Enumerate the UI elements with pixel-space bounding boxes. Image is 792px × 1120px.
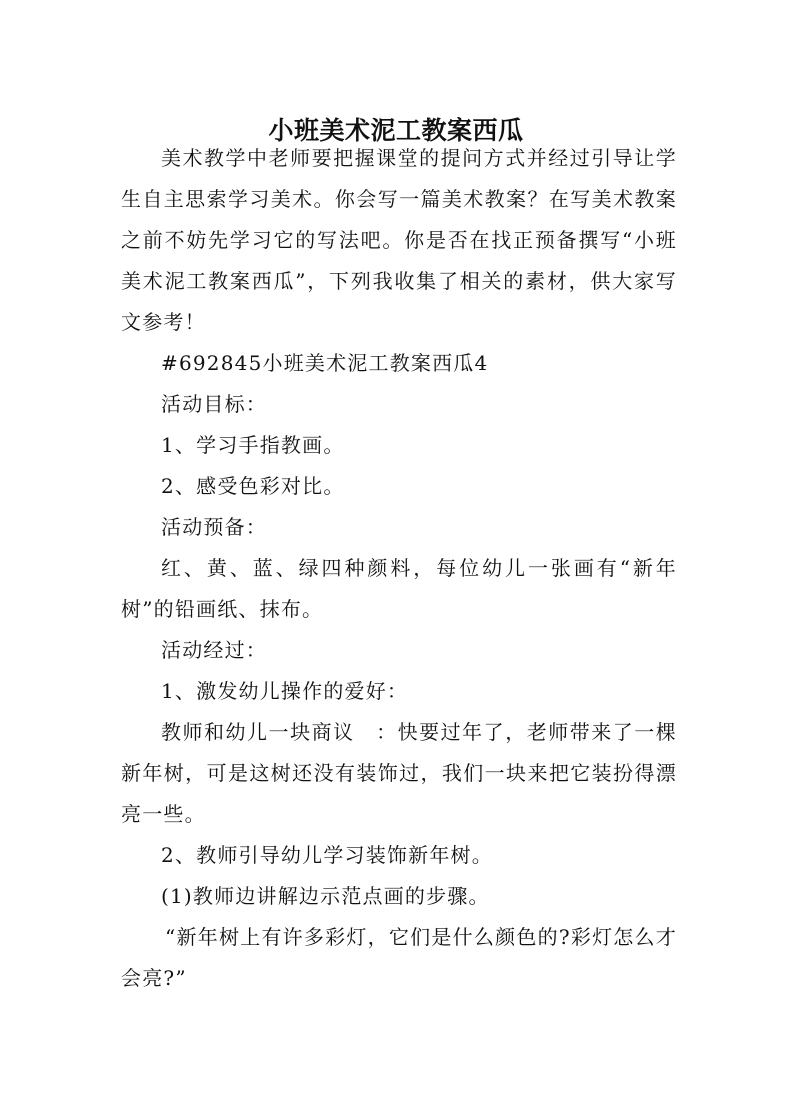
document-body	[121, 138, 677, 999]
heading-activity-process: 活动经过：	[161, 638, 267, 662]
document-title: 小班美术泥工教案西瓜	[268, 115, 524, 145]
process-step-2: 2、教师引导幼儿学习装饰新年树。	[161, 843, 493, 867]
heading-activity-goals: 活动目标：	[161, 392, 267, 416]
heading-activity-preparation: 活动预备：	[161, 515, 267, 539]
process-step-2-sub-1: (1)教师边讲解边示范点画的步骤。	[161, 884, 490, 908]
process-step-1-detail: 教师和幼儿一块商议 ：快要过年了，老师带来了一棵新年树，可是这树还没有装饰过，我们一块来把它装扮得漂亮一些。	[121, 720, 677, 826]
goal-item-1: 1、学习手指教画。	[161, 433, 345, 457]
quote-paragraph: “新年树上有许多彩灯，它们是什么颜色的?彩灯怎么才会亮?”	[121, 925, 677, 990]
section-code-line: #692845小班美术泥工教案西瓜4	[161, 351, 489, 375]
preparation-paragraph: 红、黄、蓝、绿四种颜料，每位幼儿一张画有“新年树”的铅画纸、抹布。	[121, 556, 677, 621]
intro-paragraph: 美术教学中老师要把握课堂的提问方式并经过引导让学生自主思索学习美术。你会写一篇美术教案？在写美术教案之前不妨先学习它的写法吧。你是否在找正预备撰写“小班美术泥工教案西瓜”，下列我收集了相关的素材，供大家写文参考！	[121, 146, 677, 334]
process-step-1: 1、激发幼儿操作的爱好：	[161, 679, 409, 703]
goal-item-2: 2、感受色彩对比。	[161, 474, 345, 498]
